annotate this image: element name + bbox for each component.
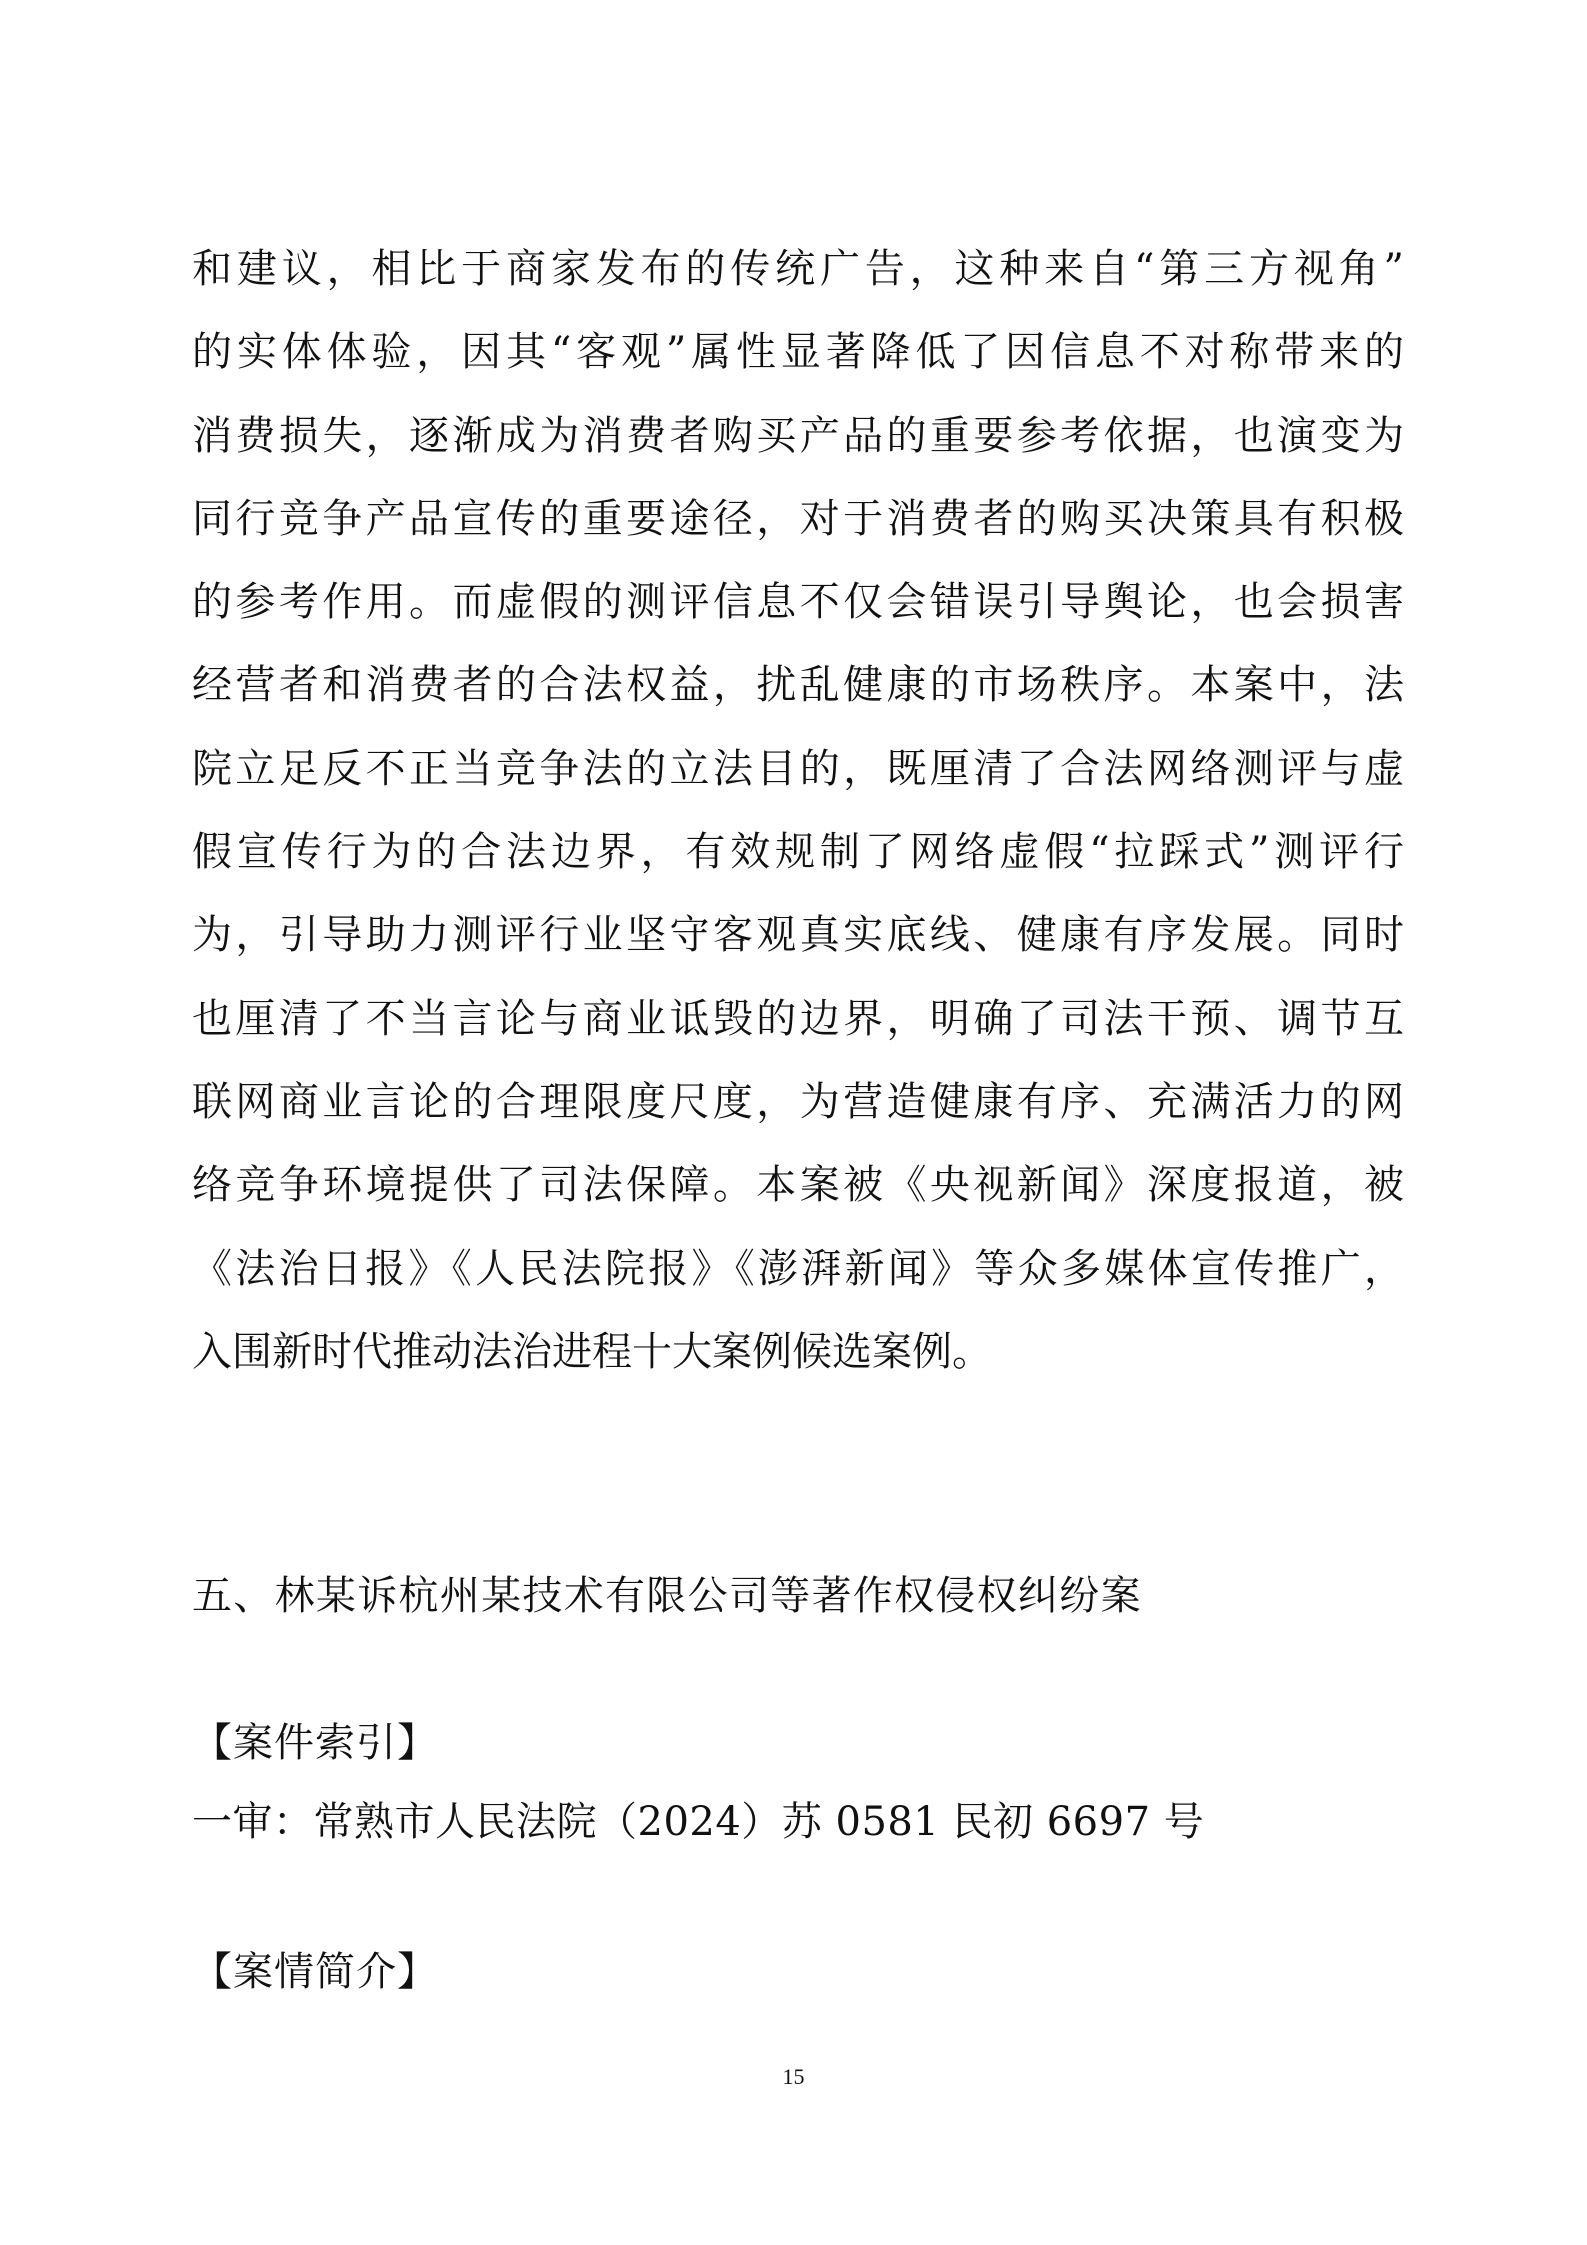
body-paragraph	[192, 239, 1404, 1405]
paragraph-line: 《法治日报》《人民法院报》《澎湃新闻》等众多媒体宣传推广，	[192, 1245, 1404, 1292]
paragraph-line: 联网商业言论的合理限度尺度，为营造健康有序、充满活力的网	[192, 1078, 1404, 1125]
paragraph-line: 络竞争环境提供了司法保障。本案被《央视新闻》深度报道，被	[192, 1162, 1404, 1209]
paragraph-line: 消费损失，逐渐成为消费者购买产品的重要参考依据，也演变为	[192, 412, 1404, 459]
paragraph-line: 也厘清了不当言论与商业诋毁的边界，明确了司法干预、调节互	[192, 995, 1404, 1042]
paragraph-line: 的参考作用。而虚假的测评信息不仅会错误引导舆论，也会损害	[192, 579, 1404, 626]
case-summary-label: 【案情简介】	[192, 1949, 438, 1995]
paragraph-line: 经营者和消费者的合法权益，扰乱健康的市场秩序。本案中，法	[192, 662, 1404, 709]
paragraph-line: 和建议，相比于商家发布的传统广告，这种来自“第三方视角”	[192, 246, 1404, 292]
paragraph-line: 假宣传行为的合法边界，有效规制了网络虚假“拉踩式”测评行	[192, 829, 1404, 876]
section-heading: 五、林某诉杭州某技术有限公司等著作权侵权纠纷案	[192, 1573, 1142, 1619]
paragraph-line: 的实体体验，因其“客观”属性显著降低了因信息不对称带来的	[192, 329, 1404, 376]
paragraph-line: 入围新时代推动法治进程十大案例候选案例。	[192, 1328, 992, 1375]
case-index-label: 【案件索引】	[192, 1720, 438, 1766]
case-reference: 一审：常熟市人民法院（2024）苏 0581 民初 6697 号	[192, 1799, 1205, 1845]
page-number: 15	[782, 2064, 805, 2089]
paragraph-line: 同行竞争产品宣传的重要途径，对于消费者的购买决策具有积极	[192, 495, 1404, 542]
paragraph-line: 院立足反不正当竞争法的立法目的，既厘清了合法网络测评与虚	[192, 745, 1404, 792]
paragraph-line: 为，引导助力测评行业坚守客观真实底线、健康有序发展。同时	[192, 912, 1404, 959]
